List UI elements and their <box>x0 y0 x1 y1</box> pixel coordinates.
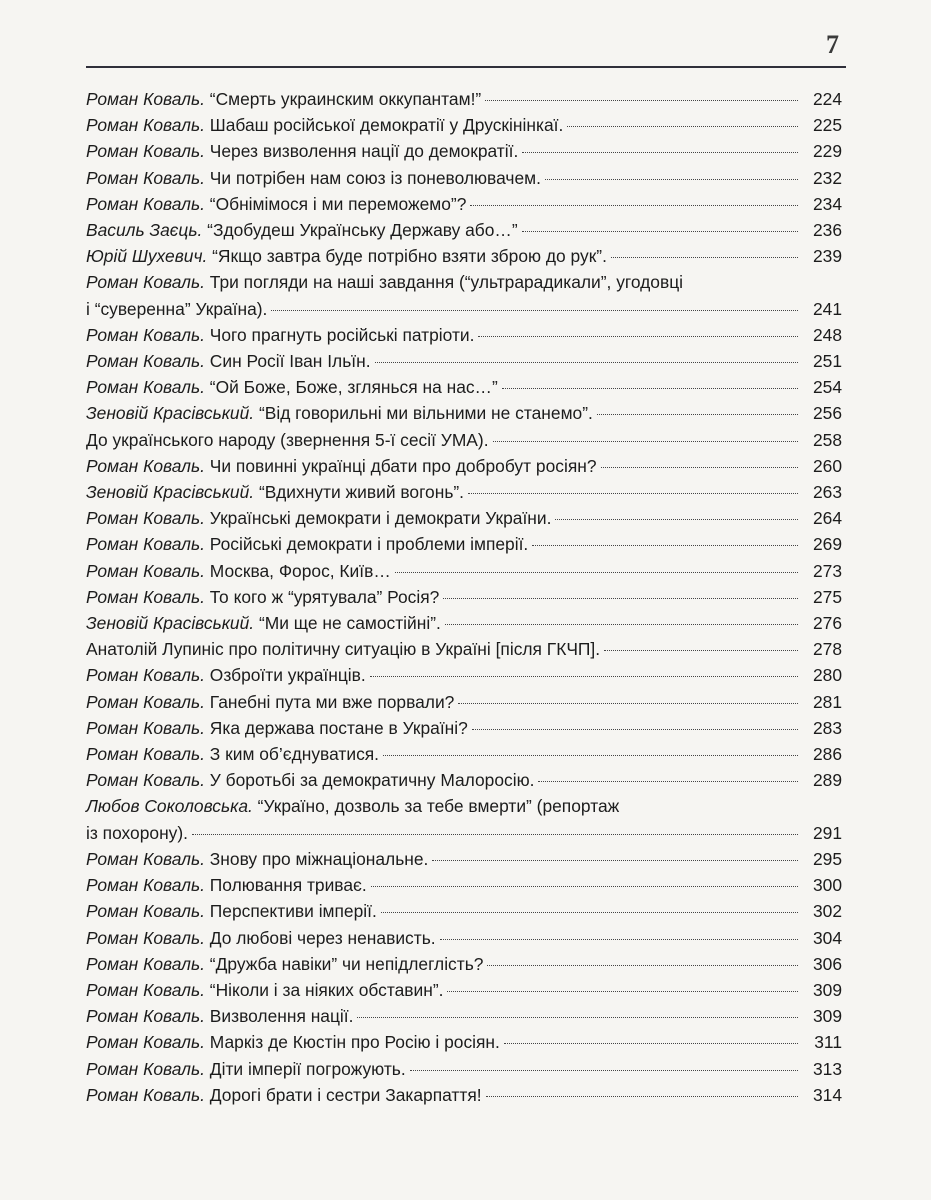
toc-entry-page: 260 <box>812 455 842 476</box>
toc-entry-title: Шабаш російської демократії у Друскінінкаї. <box>209 115 564 136</box>
toc-entry-title: Знову про міжнаціональне. <box>209 848 429 869</box>
toc-entry-title: До українського народу (звернення 5-ї сесії УМА). <box>86 429 489 450</box>
toc-entry-page: 291 <box>812 822 842 843</box>
toc-entry <box>86 479 842 505</box>
dot-leader <box>371 886 798 887</box>
toc-entry <box>86 558 842 584</box>
dot-leader <box>545 179 798 180</box>
toc-entry-author: Роман Коваль. <box>86 351 205 372</box>
toc-entry-author: Роман Коваль. <box>86 979 205 1000</box>
dot-leader <box>597 414 798 415</box>
toc-entry-page: 278 <box>812 639 842 660</box>
toc-entry-author: Роман Коваль. <box>86 586 205 607</box>
toc-entry-page: 286 <box>812 744 842 765</box>
toc-entry-page: 256 <box>812 403 842 424</box>
dot-leader <box>440 939 798 940</box>
toc-entry-page: 224 <box>812 89 842 109</box>
toc-entry <box>86 322 842 348</box>
toc-entry-page: 232 <box>812 167 842 188</box>
toc-entry <box>86 217 842 243</box>
dot-leader <box>192 834 798 835</box>
dot-leader <box>478 336 798 337</box>
toc-entry-page: 309 <box>812 1006 842 1027</box>
dot-leader <box>486 1096 798 1097</box>
toc-entry <box>86 636 842 662</box>
toc-entry-author: Зеновій Красівський. <box>86 613 255 634</box>
toc-entry-page: 283 <box>812 717 842 738</box>
toc-entry-page: 300 <box>812 875 842 896</box>
dot-leader <box>522 152 798 153</box>
toc-entry-title: Діти імперії погрожують. <box>209 1058 406 1079</box>
toc-entry-page: 309 <box>812 979 842 1000</box>
toc-entry-title: Чого прагнуть російські патріоти. <box>209 324 475 345</box>
toc-entry <box>86 427 842 453</box>
toc-entry-title: “Вдихнути живий вогонь”. <box>258 482 464 503</box>
toc-entry-page: 229 <box>812 141 842 162</box>
toc-entry-author: Роман Коваль. <box>86 272 205 293</box>
toc-entry <box>86 400 842 426</box>
toc-entry <box>86 662 842 688</box>
toc-entry-author: Роман Коваль. <box>86 875 205 896</box>
toc-entry-page: 225 <box>812 115 842 136</box>
toc-entry <box>86 584 842 610</box>
toc-entry-title: і “суверенна” Україна). <box>86 298 268 319</box>
toc-entry <box>86 112 842 138</box>
toc-entry-title: “Ой Боже, Боже, зглянься на нас…” <box>209 377 498 398</box>
dot-leader <box>470 205 798 206</box>
toc-entry-author: Роман Коваль. <box>86 901 205 922</box>
dot-leader <box>601 467 798 468</box>
toc-entry-title: З ким об’єднуватися. <box>209 744 380 765</box>
toc-entry-title: Озброїти українців. <box>209 665 366 686</box>
dot-leader <box>487 965 798 966</box>
dot-leader <box>383 755 798 756</box>
toc-entry-title: Яка держава постане в Україні? <box>209 717 468 738</box>
toc-entry-author: Роман Коваль. <box>86 324 205 345</box>
toc-entry-page: 269 <box>812 534 842 555</box>
toc-entry-title: “Здобудеш Українську Державу або…” <box>207 220 518 241</box>
toc-entry <box>86 1056 842 1082</box>
toc-entry-author: Роман Коваль. <box>86 1032 205 1053</box>
dot-leader <box>493 441 798 442</box>
toc-entry-author: Роман Коваль. <box>86 167 205 188</box>
toc-entry <box>86 793 842 845</box>
toc-entry <box>86 505 842 531</box>
dot-leader <box>447 991 798 992</box>
toc-entry-page: 236 <box>812 220 842 241</box>
toc-entry-author: Роман Коваль. <box>86 377 205 398</box>
toc-entry-page: 248 <box>812 324 842 345</box>
dot-leader <box>357 1017 798 1018</box>
toc-entry-page: 241 <box>812 298 842 319</box>
toc-entry-title: Полювання триває. <box>209 875 367 896</box>
toc-entry-author: Роман Коваль. <box>86 770 205 791</box>
toc-entry-author: Роман Коваль. <box>86 665 205 686</box>
dot-leader <box>522 231 798 232</box>
toc-entry-page: 289 <box>812 770 842 791</box>
toc-entry-title: Дорогі брати і сестри Закарпаття! <box>209 1084 482 1105</box>
toc-entry-title: У боротьбі за демократичну Малоросію. <box>209 770 535 791</box>
toc-entry <box>86 453 842 479</box>
toc-entry <box>86 689 842 715</box>
toc-entry-title: “Обнімімося і ми переможемо”? <box>209 193 467 214</box>
toc-entry-title: Чи потрібен нам союз із поневолювачем. <box>209 167 541 188</box>
toc-entry <box>86 165 842 191</box>
toc-entry <box>86 846 842 872</box>
dot-leader <box>611 257 798 258</box>
toc-entry-author: Василь Заєць. <box>86 220 203 241</box>
toc-entry-title: “Ніколи і за ніяких обставин”. <box>209 979 444 1000</box>
toc-entry-title: Російські демократи і проблеми імперії. <box>209 534 529 555</box>
toc-entry-author: Роман Коваль. <box>86 534 205 555</box>
toc-entry-author: Роман Коваль. <box>86 560 205 581</box>
toc-entry <box>86 715 842 741</box>
dot-leader <box>567 126 798 127</box>
dot-leader <box>410 1070 798 1071</box>
toc-entry-title: Син Росії Іван Ільїн. <box>209 351 371 372</box>
toc-entry <box>86 374 842 400</box>
toc-entry <box>86 610 842 636</box>
dot-leader <box>604 650 798 651</box>
toc-entry-page: 295 <box>812 848 842 869</box>
toc-entry-page: 275 <box>812 586 842 607</box>
toc-entry-title: “Від говорильні ми вільними не станемо”. <box>258 403 593 424</box>
dot-leader <box>472 729 798 730</box>
toc-entry-author: Роман Коваль. <box>86 193 205 214</box>
toc-entry-title: “Смерть украинским оккупантам!” <box>209 89 482 109</box>
toc-entry-page: 314 <box>812 1084 842 1105</box>
toc-entry-title: “Ми ще не самостійні”. <box>258 613 441 634</box>
toc-entry-page: 273 <box>812 560 842 581</box>
dot-leader <box>445 624 798 625</box>
toc-entry-page: 258 <box>812 429 842 450</box>
toc-entry-author: Роман Коваль. <box>86 455 205 476</box>
toc-entry-author: Роман Коваль. <box>86 717 205 738</box>
dot-leader <box>395 572 798 573</box>
dot-leader <box>485 100 798 101</box>
toc-entry <box>86 767 842 793</box>
toc-entry <box>86 977 842 1003</box>
toc-entry-page: 254 <box>812 377 842 398</box>
dot-leader <box>502 388 798 389</box>
toc-entry <box>86 531 842 557</box>
toc-entry <box>86 741 842 767</box>
toc-entry-author: Роман Коваль. <box>86 744 205 765</box>
toc-entry-title: Анатолій Лупиніс про політичну ситуацію в Україні [після ГКЧП]. <box>86 639 601 660</box>
toc-entry <box>86 86 842 112</box>
table-of-contents <box>86 86 842 1108</box>
toc-entry <box>86 348 842 374</box>
toc-entry-page: 302 <box>812 901 842 922</box>
dot-leader <box>458 703 798 704</box>
toc-entry-page: 263 <box>812 482 842 503</box>
toc-entry <box>86 243 842 269</box>
dot-leader <box>370 676 798 677</box>
toc-entry-author: Юрій Шухевич. <box>86 246 208 267</box>
dot-leader <box>504 1043 798 1044</box>
dot-leader <box>555 519 798 520</box>
toc-entry-title: Перспективи імперії. <box>209 901 377 922</box>
toc-entry-title: Маркіз де Кюстін про Росію і росіян. <box>209 1032 500 1053</box>
toc-entry-page: 239 <box>812 246 842 267</box>
toc-entry-title: “Якщо завтра буде потрібно взяти зброю до рук”. <box>212 246 607 267</box>
toc-entry-title: Через визволення нації до демократії. <box>209 141 519 162</box>
toc-entry <box>86 951 842 977</box>
toc-entry-page: 304 <box>812 927 842 948</box>
toc-entry-author: Роман Коваль. <box>86 1006 205 1027</box>
toc-entry <box>86 925 842 951</box>
toc-entry-author: Роман Коваль. <box>86 115 205 136</box>
toc-entry <box>86 138 842 164</box>
toc-entry-author: Зеновій Красівський. <box>86 403 255 424</box>
toc-entry-page: 281 <box>812 691 842 712</box>
toc-entry-author: Роман Коваль. <box>86 691 205 712</box>
toc-entry-author: Зеновій Красівський. <box>86 482 255 503</box>
toc-entry-page: 280 <box>812 665 842 686</box>
dot-leader <box>538 781 798 782</box>
toc-entry-page: 311 <box>814 1032 842 1053</box>
toc-entry-title: Визволення нації. <box>209 1006 354 1027</box>
dot-leader <box>443 598 798 599</box>
toc-entry <box>86 1029 842 1055</box>
toc-entry-title: “Дружба навіки” чи непідлеглість? <box>209 953 484 974</box>
toc-entry-author: Роман Коваль. <box>86 508 205 529</box>
page-number: 7 <box>826 30 839 59</box>
toc-entry-author: Любов Соколовська. <box>86 796 253 817</box>
toc-entry <box>86 1082 842 1108</box>
toc-entry-page: 313 <box>812 1058 842 1079</box>
toc-entry-page: 251 <box>812 351 842 372</box>
toc-entry-page: 234 <box>812 193 842 214</box>
toc-entry-title: Москва, Форос, Київ… <box>209 560 391 581</box>
toc-entry-page: 306 <box>812 953 842 974</box>
toc-entry-title-line1: Три погляди на наші завдання (“ультрарадикали”, угодовці <box>209 272 684 293</box>
toc-entry <box>86 1003 842 1029</box>
dot-leader <box>532 545 798 546</box>
toc-entry-title: До любові через ненависть. <box>209 927 436 948</box>
toc-entry-title: Чи повинні українці дбати про добробут росіян? <box>209 455 597 476</box>
dot-leader <box>432 860 798 861</box>
toc-entry <box>86 269 842 321</box>
toc-entry <box>86 191 842 217</box>
toc-entry-page: 264 <box>812 508 842 529</box>
toc-entry-page: 276 <box>812 613 842 634</box>
toc-entry-title: із похорону). <box>86 822 188 843</box>
dot-leader <box>375 362 798 363</box>
toc-entry <box>86 898 842 924</box>
toc-entry-title: То кого ж “урятувала” Росія? <box>209 586 440 607</box>
toc-entry-author: Роман Коваль. <box>86 848 205 869</box>
toc-entry-author: Роман Коваль. <box>86 953 205 974</box>
toc-entry <box>86 872 842 898</box>
toc-entry-title: Ганебні пута ми вже порвали? <box>209 691 455 712</box>
dot-leader <box>381 912 798 913</box>
toc-entry-title: Українські демократи і демократи України. <box>209 508 552 529</box>
header-rule <box>86 66 846 68</box>
toc-entry-author: Роман Коваль. <box>86 927 205 948</box>
dot-leader <box>271 310 798 311</box>
toc-entry-author: Роман Коваль. <box>86 89 205 109</box>
toc-entry-title-line1: “Україно, дозволь за тебе вмерти” (репортаж <box>257 796 620 817</box>
toc-entry-author: Роман Коваль. <box>86 1058 205 1079</box>
toc-entry-author: Роман Коваль. <box>86 1084 205 1105</box>
toc-entry-author: Роман Коваль. <box>86 141 205 162</box>
dot-leader <box>468 493 798 494</box>
